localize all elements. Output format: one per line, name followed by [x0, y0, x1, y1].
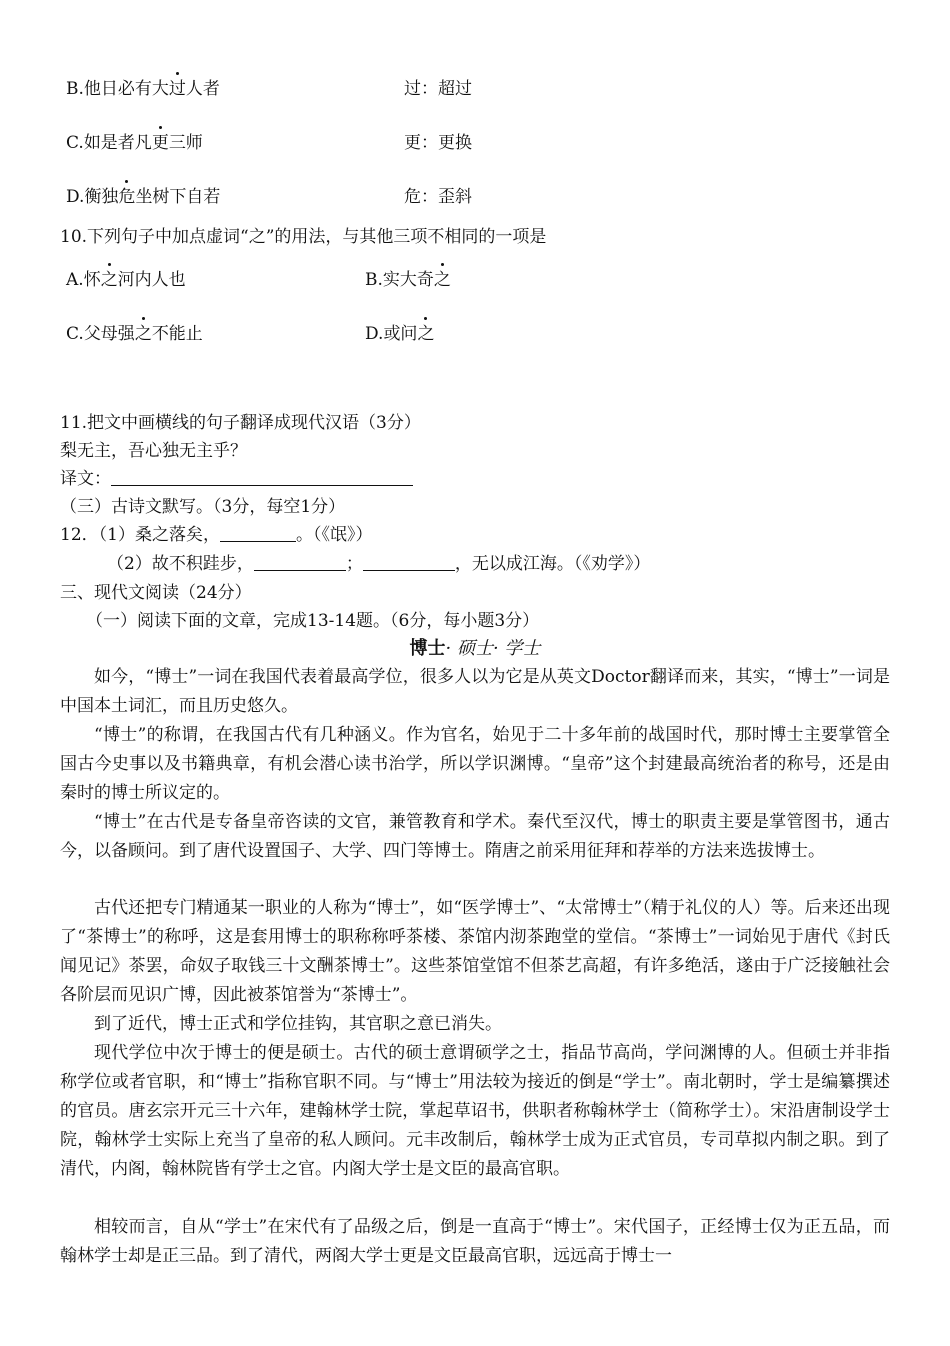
dotted-char: 之: [100, 270, 118, 290]
q11-stem: 11.把文中画横线的句子翻译成现代汉语（3分）: [60, 413, 421, 433]
dotted-char: 过: [168, 79, 186, 99]
dotted-char: 危: [118, 187, 136, 207]
q10-option-c: C.父母强之不能止: [66, 324, 203, 344]
dotted-char: 之: [134, 324, 152, 344]
q12-line1: 12．（1）桑之落矣， 。（《氓》）: [60, 525, 373, 545]
q9-option-c: C.如是者凡更三师: [66, 133, 203, 153]
answer-blank[interactable]: [111, 467, 413, 486]
q9-option-b: B.他日必有大过人者: [66, 79, 220, 99]
article-paragraph-4: 古代还把专门精通某一职业的人称为“博士”，如“医学博士”、“太常博士”（精于礼仪的人）等。后来还出现了“茶博士”的称呼，这是套用博士的职称称呼茶楼、茶馆内沏茶跑堂的堂信。“茶博士”一词始见于唐代《封氏闻见记》茶罢，命奴子取钱三十文酬茶博士”。这些茶馆堂馆不但茶艺高超，有许多绝活，遂由于广泛接触社会各阶层而见识广博，因此被茶馆誉为“茶博士”。: [60, 898, 890, 1005]
answer-blank[interactable]: [220, 523, 296, 542]
article-title: 博士· 硕士· 学士: [409, 638, 541, 659]
q10-stem: 10.下列句子中加点虚词“之”的用法，与其他三项不相同的一项是: [60, 227, 547, 247]
q9-option-d: D.衡独危坐树下自若: [66, 187, 221, 207]
q12-line2: （2）故不积跬步， ； ，无以成江海。（《劝学》）: [107, 554, 651, 574]
article-paragraph-2: “博士”的称谓，在我国古代有几种涵义。作为官名，始见于二十多年前的战国时代，那时博士主要掌管全国古今史事以及书籍典章，有机会潜心读书治学，所以学识渊博。“皇帝”这个封建最高统治者的称号，还是由秦时的博士所议定的。: [60, 725, 890, 803]
q11-translation: 译文：: [60, 467, 413, 491]
answer-blank[interactable]: [254, 552, 346, 571]
q9-answer-d: 危：歪斜: [404, 187, 472, 207]
section-modern-reading: 三、现代文阅读（24分）: [60, 583, 252, 603]
q10-option-d: D.或问之: [365, 324, 435, 344]
dotted-char: 更: [151, 133, 169, 153]
dotted-char: 之: [417, 324, 435, 344]
article-paragraph-7: 相较而言，自从“学士”在宋代有了品级之后，倒是一直高于“博士”。宋代国子，正经博士仅为正五品，而翰林学士却是正三品。到了清代，两阁大学士更是文臣最高官职，远远高于博士一: [60, 1217, 890, 1266]
section-modern-reading-1: （一）阅读下面的文章，完成13-14题。（6分，每小题3分）: [86, 611, 540, 631]
article-paragraph-3: “博士”在古代是专备皇帝咨读的文官，兼管教育和学术。秦代至汉代，博士的职责主要是掌管图书，通古今，以备顾问。到了唐代设置国子、大学、四门等博士。隋唐之前采用征拜和荐举的方法来选拔博士。: [60, 812, 890, 861]
answer-blank[interactable]: [363, 552, 455, 571]
q10-option-a: A.怀之河内人也: [66, 270, 186, 290]
dotted-char: 之: [433, 270, 451, 290]
section-ancient-poem: （三）古诗文默写。（3分，每空1分）: [60, 497, 346, 517]
q9-answer-c: 更：更换: [404, 133, 472, 153]
q9-answer-b: 过：超过: [404, 79, 472, 99]
q11-sentence: 梨无主，吾心独无主乎？: [60, 441, 247, 461]
article-paragraph-6: 现代学位中次于博士的便是硕士。古代的硕士意谓硕学之士，指品节高尚，学问渊博的人。但硕士并非指称学位或者官职，和“博士”指称官职不同。与“博士”用法较为接近的倒是“学士”。南北朝时，学士是编纂撰述的官员。唐玄宗开元三十六年，建翰林学士院，掌起草诏书，供职者称翰林学士（简称学士）。宋沿唐制设学士院，翰林学士实际上充当了皇帝的私人顾问。元丰改制后，翰林学士成为正式官员，专司草拟内制之职。到了清代，内阁，翰林院皆有学士之官。内阁大学士是文臣的最高官职。: [60, 1043, 890, 1179]
article-paragraph-5: 到了近代，博士正式和学位挂钩，其官职之意已消失。: [94, 1014, 502, 1034]
article-paragraph-1: 如今，“博士”一词在我国代表着最高学位，很多人以为它是从英文Doctor翻译而来，其实，“博士”一词是中国本土词汇，而且历史悠久。: [60, 667, 890, 716]
q10-option-b: B.实大奇之: [365, 270, 451, 290]
